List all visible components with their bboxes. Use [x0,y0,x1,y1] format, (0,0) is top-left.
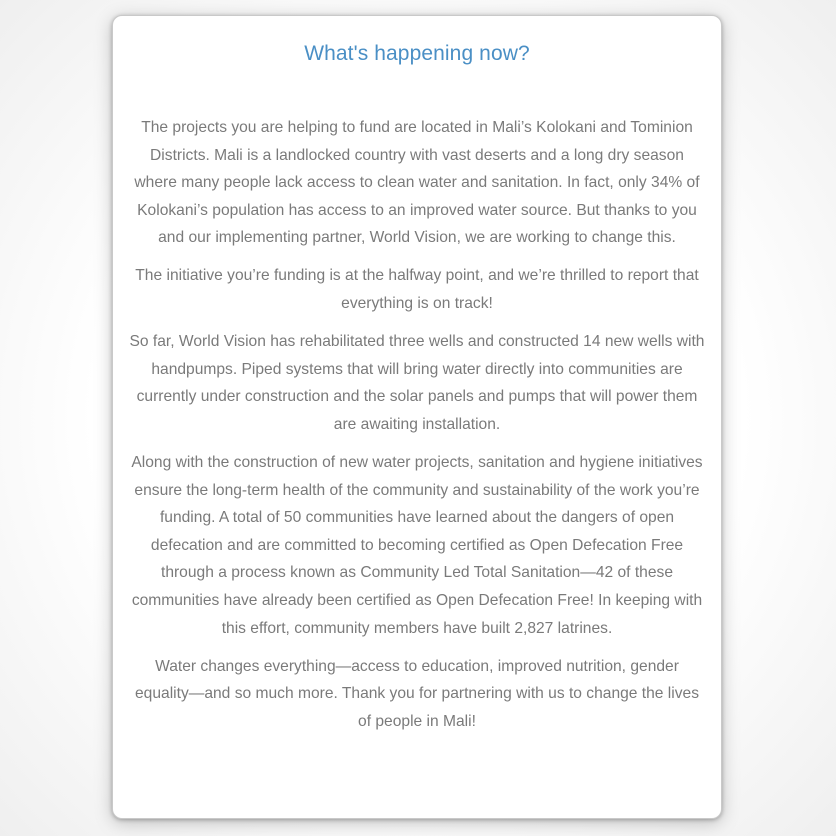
paragraph-project-location: The projects you are helping to fund are located in Mali’s Kolokani and Tominion Districts. Mali is a landlocked country with vast deserts and a long dry season where many people lack access to clean water and sanitation. In fact, only 34% of Kolokani’s population has access to an improved water source. But thanks to you and our implementing partner, World Vision, we are working to change this. [134,119,700,247]
paragraph-halfway-point: The initiative you’re funding is at the halfway point, and we’re thrilled to report that everything is on track! [135,267,699,313]
card-body [129,114,705,735]
paragraph-sanitation-hygiene: Along with the construction of new water projects, sanitation and hygiene initiatives ensure the long-term health of the community and sustainability of the work you’re funding. A total of 50 communities have learned about the dangers of open defecation and are committed to becoming certified as Open Defecation Free through a process known as Community Led Total Sanitation—42 of these communities have already been certified as Open Defecation Free! In keeping with this effort, community members have built 2,827 latrines. [131,454,703,637]
card-title: What's happening now? [304,42,530,65]
paragraph-wells-progress: So far, World Vision has rehabilitated three wells and constructed 14 new wells with handpumps. Piped systems that will bring water directly into communities are currently under construction and the solar panels and pumps that will power them are awaiting installation. [129,333,705,433]
update-card [112,15,722,819]
paragraph-thank-you: Water changes everything—access to education, improved nutrition, gender equality—and so much more. Thank you for partnering with us to change the lives of people in Mali! [135,657,699,730]
